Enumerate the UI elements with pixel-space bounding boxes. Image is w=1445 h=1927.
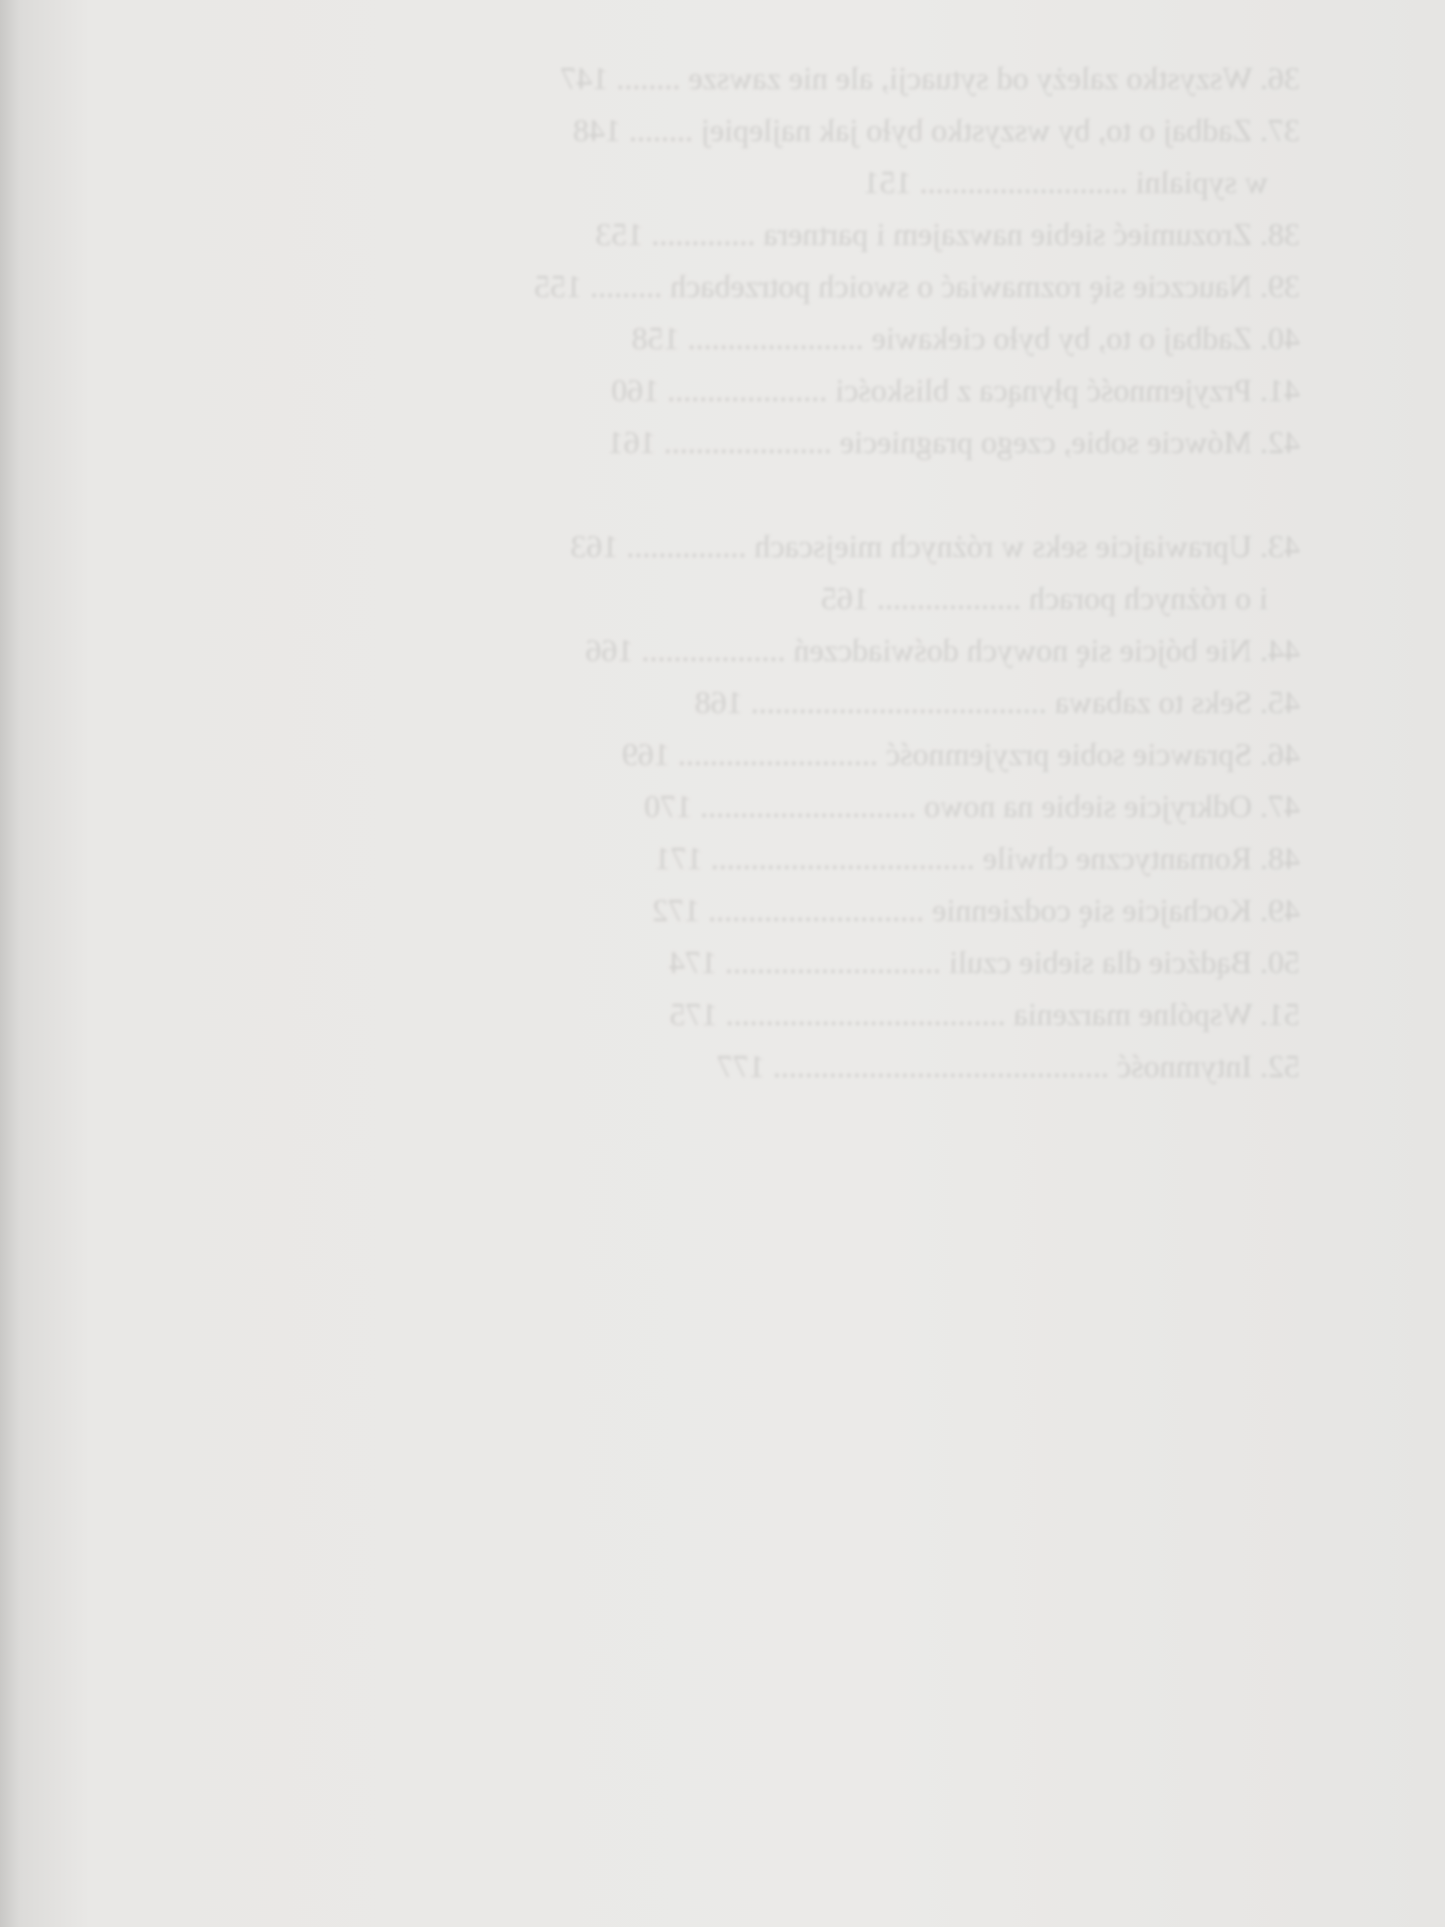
- bleed-through-text: 36. Wszystko zależy od sytuacji, ale nie zawsze ........ 147 37. Zadbaj o to, by wszystko było jak najlepiej ........ 148 w sypialni .......................... 151 38. Zrozumieć siebie nawzajem i partnera ............. 153 39. Nauczcie się rozmawiać o swoich potrzebach ......... 155 40. Zadbaj o to, by było ciekawie ...................... 158 41. Przyjemność płynąca z bliskości .................... 160 42. Mówcie sobie, czego pragniecie ..................... 161 43. Uprawiajcie seks w różnych miejscach ............... 163 i o różnych porach .................. 165 44. Nie bójcie się nowych doświadczeń .................. 166 45. Seks to zabawa ..................................... 168 46. Sprawcie sobie przyjemność ......................... 169 47. Odkryjcie siebie na nowo ........................... 170 48. Romantyczne chwile ................................. 171 49. Kochajcie się codziennie ........................... 172 50. Bądźcie dla siebie czuli ........................... 174 51. Wspólne marzenia ................................... 175 52. Intymność .......................................... 177: [534, 60, 1300, 1084]
